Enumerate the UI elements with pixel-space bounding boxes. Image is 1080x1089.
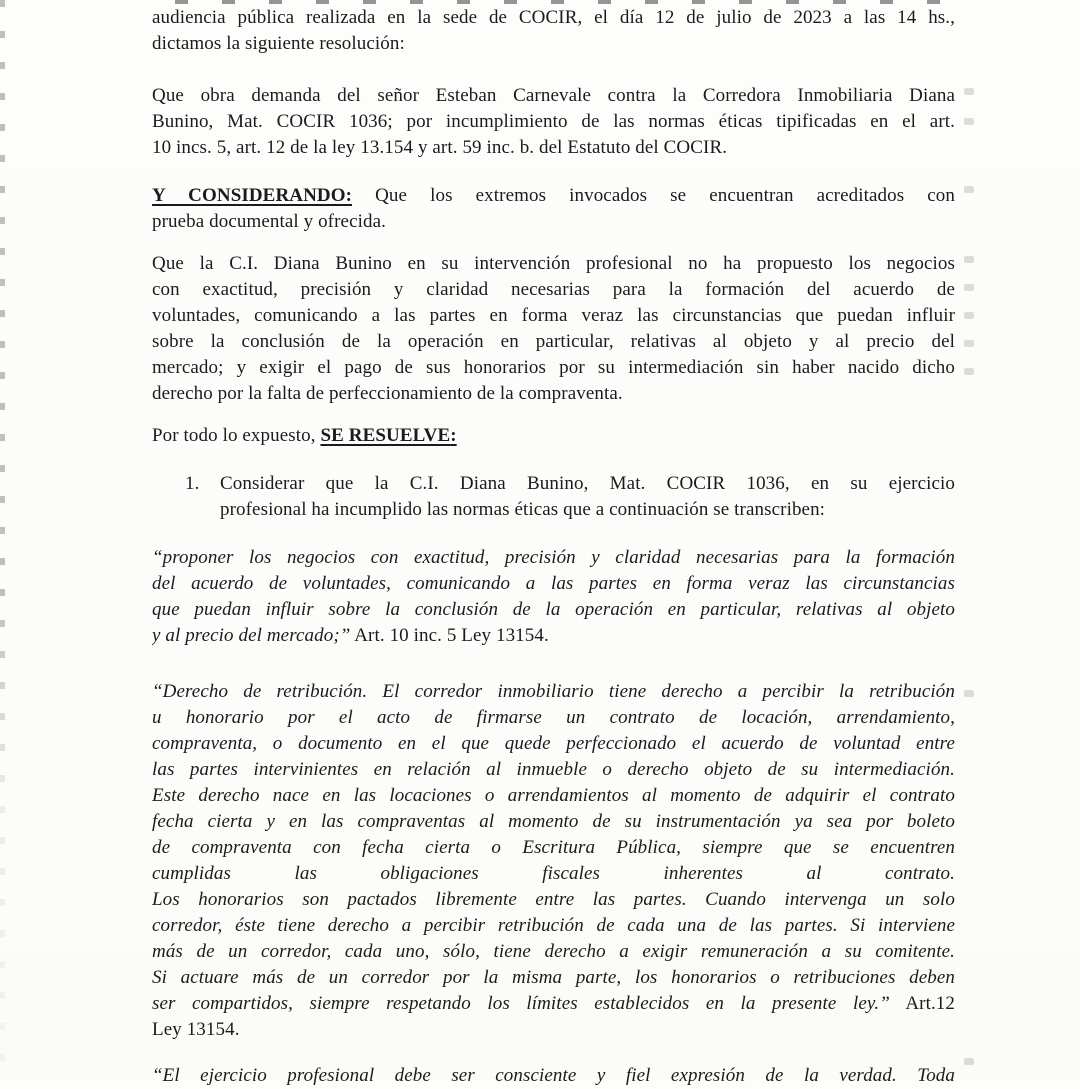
text-line	[152, 545, 955, 571]
text-segment: “El ejercicio profesional debe ser consciente y fiel expresión de la verdad. Toda	[152, 1065, 955, 1086]
text-segment: voluntades, comunicando a las partes en forma veraz las circunstancias que puedan influir	[152, 305, 955, 326]
text-line	[152, 731, 955, 757]
scan-noise-mark	[964, 312, 974, 319]
quote-ejercicio-clipped	[152, 1063, 955, 1089]
text-segment: Que la C.I. Diana Bunino en su intervención profesional no ha propuesto los negocios	[152, 253, 955, 274]
text-line	[152, 623, 955, 649]
text-line	[152, 329, 955, 355]
text-line	[152, 135, 955, 161]
heading-emphasis: :	[450, 425, 457, 446]
text-line	[152, 913, 955, 939]
paragraph-considerando	[152, 183, 955, 235]
text-segment: cumplidas las obligaciones fiscales inherentes al contrato.	[152, 863, 955, 884]
text-line	[152, 783, 955, 809]
text-segment: corredor, éste tiene derecho a percibir retribución de cada una de las partes. Si interviene	[152, 915, 955, 936]
text-line	[152, 571, 955, 597]
text-segment: “proponer los negocios con exactitud, precisión y claridad necesarias para la formación	[152, 547, 955, 568]
text-segment: Si actuare más de un corredor por la misma parte, los honorarios o retribuciones deben	[152, 967, 955, 988]
text-segment: Ley 13154.	[152, 1019, 240, 1040]
text-line	[220, 497, 955, 523]
text-line	[152, 209, 955, 235]
text-segment: audiencia pública realizada en la sede de COCIR, el día 12 de julio de 2023 a las 14 hs.,	[152, 7, 955, 28]
text-line	[152, 705, 955, 731]
paragraph-audiencia	[152, 5, 955, 57]
scan-noise-mark	[964, 256, 974, 263]
text-line	[152, 109, 955, 135]
text-segment: u honorario por el acto de firmarse un contrato de locación, arrendamiento,	[152, 707, 955, 728]
scan-noise-mark	[964, 368, 974, 375]
text-segment: compraventa, o documento en el que quede perfeccionado el acuerdo de voluntad entre	[152, 733, 955, 754]
text-segment: prueba documental y ofrecida.	[152, 211, 386, 232]
text-segment: Que los extremos invocados se encuentran acreditados con	[352, 185, 955, 206]
text-segment: Art. 10 inc. 5 Ley 13154.	[350, 625, 549, 646]
text-segment: Considerar que la C.I. Diana Bunino, Mat. COCIR 1036, en su ejercicio	[220, 473, 955, 494]
paragraph-intervencion	[152, 251, 955, 407]
scan-noise-mark	[964, 1058, 974, 1065]
text-line	[152, 5, 955, 31]
scan-noise-mark	[964, 284, 974, 291]
list-item-1	[152, 471, 955, 523]
text-line	[152, 251, 955, 277]
text-line	[152, 939, 955, 965]
quote-art-10	[152, 545, 955, 649]
text-line	[152, 835, 955, 861]
text-line	[152, 965, 955, 991]
text-line	[152, 679, 955, 705]
text-line	[152, 757, 955, 783]
heading-emphasis: Y CONSIDERANDO:	[152, 185, 353, 206]
text-line	[152, 277, 955, 303]
paragraph-se-resuelve	[152, 423, 955, 449]
text-segment: con exactitud, precisión y claridad necesarias para la formación del acuerdo de	[152, 279, 955, 300]
text-segment: “Derecho de retribución. El corredor inmobiliario tiene derecho a percibir la retribución	[152, 681, 955, 702]
text-block	[152, 5, 955, 1089]
text-segment: que puedan influir sobre la conclusión de la operación en particular, relativas al objeto	[152, 599, 955, 620]
paragraph-demanda	[152, 83, 955, 161]
text-segment: mercado; y exigir el pago de sus honorarios por su intermediación sin haber nacido dicho	[152, 357, 955, 378]
text-segment: profesional ha incumplido las normas éticas que a continuación se transcriben:	[220, 499, 826, 520]
text-line	[152, 183, 955, 209]
text-segment: de compraventa con fecha cierta o Escritura Pública, siempre que se encuentren	[152, 837, 955, 858]
text-segment: derecho por la falta de perfeccionamiento de la compraventa.	[152, 383, 623, 404]
text-segment: fecha cierta y en las compraventas al momento de su instrumentación ya sea por boleto	[152, 811, 955, 832]
list-marker: 1.	[185, 473, 200, 494]
clipped-top-line-remnant	[175, 0, 940, 4]
text-line	[152, 809, 955, 835]
text-segment: las partes intervinientes en relación al inmueble o derecho objeto de su intermediación.	[152, 759, 955, 780]
scan-binding-marks	[0, 0, 5, 1080]
quote-art-12	[152, 679, 955, 1043]
text-line	[152, 355, 955, 381]
text-line	[152, 303, 955, 329]
text-line	[152, 887, 955, 913]
text-segment: del acuerdo de voluntades, comunicando a las partes en forma veraz las circunstancias	[152, 573, 955, 594]
text-segment: y al precio del mercado;”	[152, 625, 351, 646]
text-line	[220, 471, 955, 497]
text-segment: Que obra demanda del señor Esteban Carnevale contra la Corredora Inmobiliaria Diana	[152, 85, 955, 106]
text-segment: Art.12	[889, 993, 955, 1014]
scan-noise-mark	[964, 118, 974, 125]
text-segment: dictamos la siguiente resolución:	[152, 33, 405, 54]
text-line	[152, 381, 955, 407]
text-line	[152, 83, 955, 109]
scan-noise-mark	[964, 690, 974, 697]
text-segment: ser compartidos, siempre respetando los límites establecidos en la presente ley.”	[152, 993, 890, 1014]
text-segment: Los honorarios son pactados libremente entre las partes. Cuando intervenga un solo	[152, 889, 955, 910]
scan-noise-mark	[964, 340, 974, 347]
text-segment: sobre la conclusión de la operación en particular, relativas al objeto y al precio del	[152, 331, 955, 352]
heading-emphasis: SE RESUELVE	[320, 425, 451, 446]
text-line	[152, 861, 955, 887]
text-segment: Este derecho nace en las locaciones o arrendamientos al momento de adquirir el contrato	[152, 785, 955, 806]
text-line	[152, 31, 955, 57]
scan-noise-mark	[964, 88, 974, 95]
text-line	[152, 423, 955, 449]
text-segment: más de un corredor, cada uno, sólo, tiene derecho a exigir remuneración a su comitente.	[152, 941, 955, 962]
scan-noise-mark	[964, 186, 974, 193]
text-line	[152, 1063, 955, 1089]
text-line	[152, 597, 955, 623]
text-segment: 10 incs. 5, art. 12 de la ley 13.154 y art. 59 inc. b. del Estatuto del COCIR.	[152, 137, 728, 158]
text-line	[152, 1017, 955, 1043]
text-line	[152, 991, 955, 1017]
text-segment: Por todo lo expuesto,	[152, 425, 321, 446]
text-segment: Bunino, Mat. COCIR 1036; por incumplimiento de las normas éticas tipificadas en el art.	[152, 111, 955, 132]
